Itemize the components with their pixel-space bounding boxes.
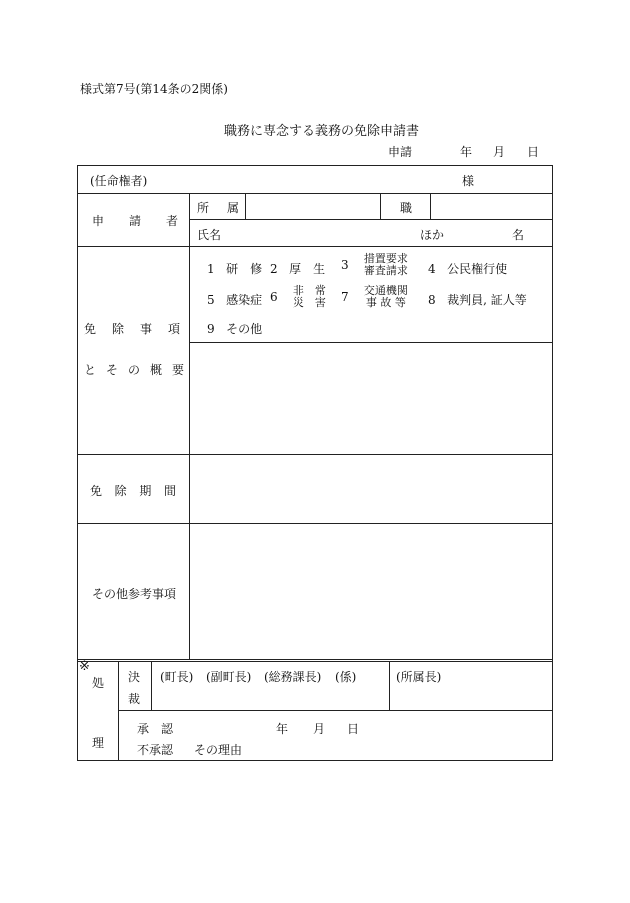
appointer-label: (任命権者): [90, 174, 148, 188]
period-field[interactable]: [191, 456, 551, 521]
appointer-honorific: 様: [462, 174, 475, 188]
form-title: 職務に専念する義務の免除申請書: [224, 124, 420, 139]
position-field[interactable]: [432, 195, 551, 217]
name-label: 氏名: [197, 228, 222, 242]
date-year: 年: [460, 145, 473, 159]
item-3[interactable]: 3 措置要求 審査請求: [341, 252, 408, 277]
role-deputy-mayor: (副町長): [206, 670, 252, 684]
item-9[interactable]: 9 その他: [207, 322, 263, 336]
role-mayor: (町長): [160, 670, 194, 684]
processing-mark: ※: [79, 659, 90, 674]
affiliation-label: 所 属: [197, 201, 239, 215]
role-general-affairs-chief: (総務課長): [264, 670, 322, 684]
item-5[interactable]: 5 感染症: [207, 293, 263, 307]
processing-label-2: 理: [92, 736, 105, 750]
exemption-label-line1: 免 除 事 項: [84, 322, 180, 336]
role-staff: (係): [335, 670, 357, 684]
item-8[interactable]: 8 裁判員, 証人等: [428, 293, 527, 307]
exemption-summary-field[interactable]: [191, 344, 551, 452]
item-1[interactable]: 1 研 修: [207, 262, 263, 276]
reject-option[interactable]: 不承認: [137, 743, 174, 757]
item-4[interactable]: 4 公民権行使: [428, 262, 508, 276]
period-label: 免 除 期 間: [90, 484, 176, 498]
others-label: ほか: [420, 228, 445, 242]
decision-label-1: 決: [128, 670, 141, 684]
item-2[interactable]: 2 厚 生: [270, 262, 326, 276]
role-dept-head: (所属長): [396, 670, 442, 684]
position-label: 職: [400, 201, 413, 215]
decision-label-2: 裁: [128, 692, 141, 706]
notes-field[interactable]: [191, 525, 551, 657]
notes-label: その他参考事項: [92, 587, 177, 601]
approve-year: 年: [276, 722, 289, 736]
form-number: 様式第7号(第14条の2関係): [80, 82, 228, 96]
date-month: 月: [493, 145, 506, 159]
affiliation-field[interactable]: [247, 195, 378, 217]
item-6[interactable]: 6 非 常 災 害: [270, 284, 326, 309]
approve-option[interactable]: 承 認: [137, 722, 174, 736]
approve-month: 月: [313, 722, 326, 736]
date-day: 日: [527, 145, 540, 159]
others-count-label: 名: [512, 228, 525, 242]
approve-day: 日: [347, 722, 360, 736]
reject-reason-label: その理由: [194, 743, 243, 757]
applicant-label: 申 請 者: [92, 214, 178, 228]
processing-label-1: 処: [92, 676, 105, 690]
exemption-label-line2: と そ の 概 要: [84, 363, 184, 377]
name-field[interactable]: [222, 222, 412, 244]
item-7[interactable]: 7 交通機関 事 故 等: [341, 284, 408, 309]
date-prefix: 申請: [388, 145, 413, 159]
